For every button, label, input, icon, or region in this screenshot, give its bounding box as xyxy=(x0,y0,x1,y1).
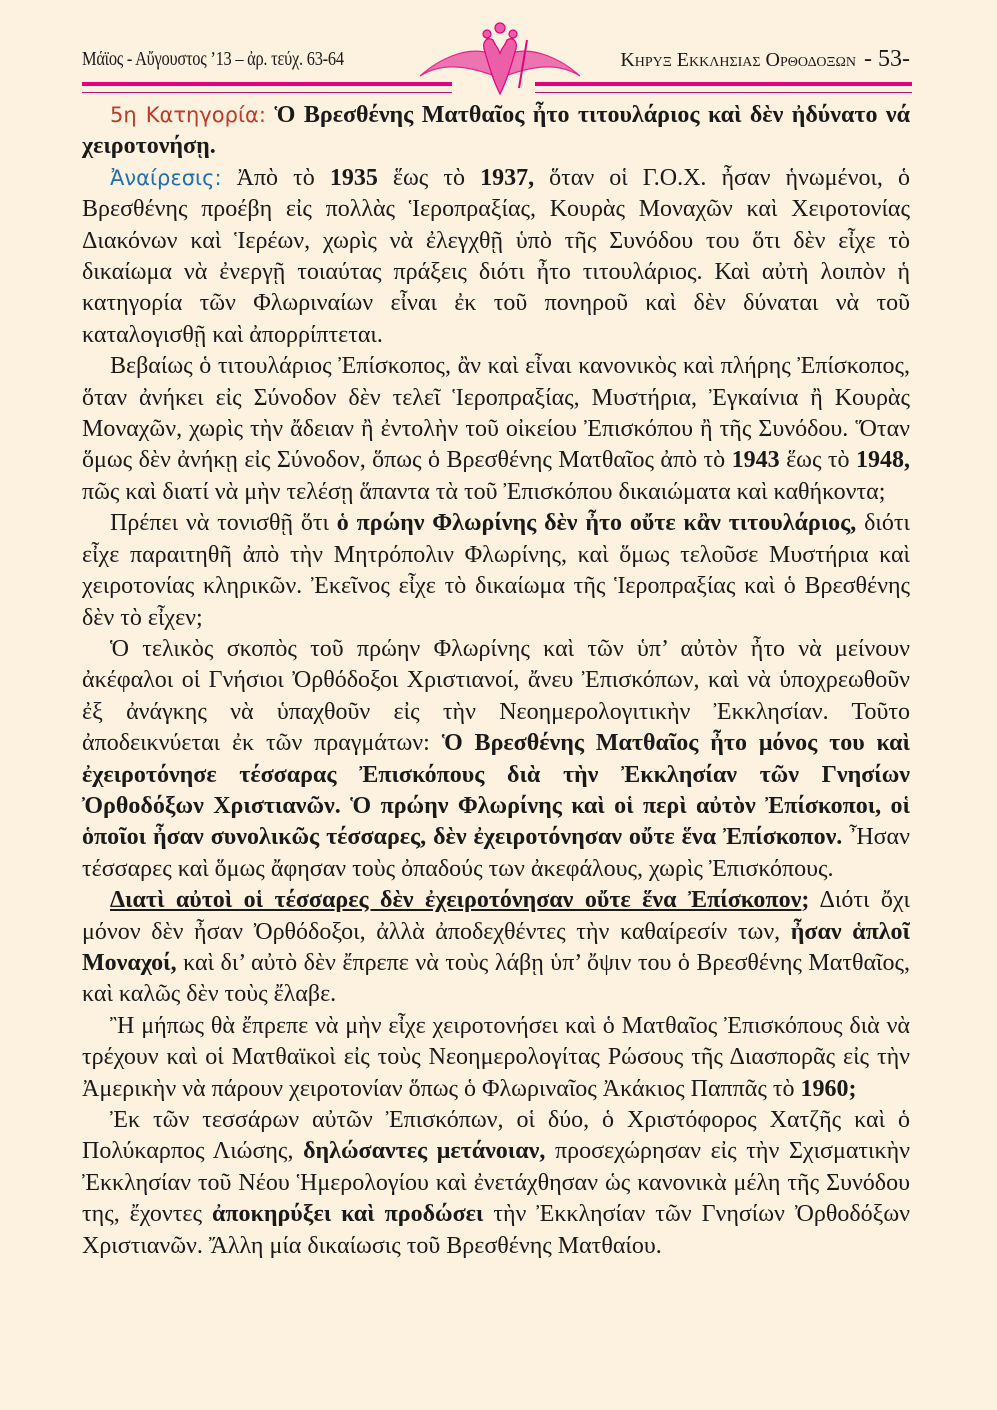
text: ὅταν οἱ Γ.Ο.Χ. ἦσαν ἡνωμένοι, ὁ Βρεσθένης προέβη εἰς πολλὰς Ἱεροπραξίας, Κουρὰς Μοναχῶν καὶ Χειροτονίας Διακόνων καὶ Ἱερέων, χωρὶς νὰ ἐλεγχθῇ ὑπὸ τῆς Συνόδου του ὅτι δὲν εἶχε τὸ δικαίωμα νὰ ἐνεργῇ τοιαύτας πράξεις διότι ἦτο τιτουλάριος. Καὶ αὐτὴ λοιπὸν ἡ κατηγορία τῶν Φλωριναίων εἶναι ἐκ τοῦ πονηροῦ καὶ δὲν δύναται νὰ τοῦ καταλογισθῇ καὶ ἀπορρίπτεται. xyxy=(82,164,910,348)
paragraph-5 xyxy=(82,634,910,885)
page-number: - 53- xyxy=(864,46,910,72)
emphasis: Ὁ Βρεσθένης Ματθαῖος ἦτο μόνος του καὶ ἐχειροτόνησε τέσσαρας Ἐπισκόπους διὰ τὴν Ἐκκλησίαν τῶν Γνησίων Ὀρθοδόξων Χριστιανῶν. Ὁ πρώην Φλωρίνης καὶ οἱ περὶ αὐτὸν Ἐπίσκοποι, οἱ ὁποῖοι ἦσαν συνολικῶς τέσσαρες, δὲν ἐχειροτόνησαν οὔτε ἕνα Ἐπίσκοπον. xyxy=(82,730,910,851)
text: διότι εἶχε παραιτηθῆ ἀπὸ τὴν Μητρόπολιν Φλωρίνης, καὶ ὅμως τελοῦσε Μυστήρια καὶ χειροτονίας κληρικῶν. Ἐκεῖνος εἶχε τὸ δικαίωμα τῆς Ἱεροπραξίας καὶ ὁ Βρεσθένης δὲν τὸ εἶχεν; xyxy=(82,510,910,631)
category-label: 5η Κατηγορία: xyxy=(110,103,266,127)
text: Ἀπὸ τὸ xyxy=(221,164,330,191)
publication-title-block xyxy=(620,46,910,73)
paragraph-6 xyxy=(82,885,910,1011)
emphasis: ὁ πρώην Φλωρίνης δὲν ἦτο οὔτε κἂν τιτουλάριος, xyxy=(336,510,857,537)
emphasis: δηλώσαντες μετάνοιαν, xyxy=(303,1138,546,1165)
text: Βεβαίως ὁ τιτουλάριος Ἐπίσκοπος, ἂν καὶ εἶναι κανονικὸς καὶ πλήρης Ἐπίσκοπος, ὅταν ἀνήκει εἰς Σύνοδον δὲν τελεῖ Ἱεροπραξίας, Μυστήρια, Ἐγκαίνια ἢ Κουρὰς Μοναχῶν, χωρὶς τὴν ἄδειαν ἢ ἐντολὴν τοῦ οἰκείου Ἐπισκόπου ἢ τῆς Συνόδου. Ὅταν ὅμως δὲν ἀνήκῃ εἰς Σύνοδον, ὅπως ὁ Βρεσθένης Ματθαῖος ἀπὸ τὸ xyxy=(82,353,910,474)
underlined-question: Διατὶ αὐτοὶ οἱ τέσσαρες δὲν ἐχειροτόνησαν οὔτε ἕνα Ἐπίσκοπον xyxy=(110,887,802,914)
emphasis: ἀποκηρύξει καὶ προδώσει xyxy=(211,1201,484,1228)
category-statement: Ὁ Βρεσθένης Ματθαῖος ἦτο τιτουλάριος καὶ δὲν ἠδύνατο νά χειροτονήσῃ. xyxy=(82,102,910,160)
text: τὴν Ἐκκλησίαν τῶν Γνησίων Ὀρθοδόξων Χριστιανῶν. Ἄλλη μία δικαίωσις τοῦ Βρεσθένης Ματθαίου. xyxy=(82,1201,911,1259)
text: Ὁ τελικὸς σκοπὸς τοῦ πρώην Φλωρίνης καὶ τῶν ὑπ’ αὐτὸν ἦτο νὰ μείνουν ἀκέφαλοι οἱ Γνήσιοι Ὀρθόδοξοι Χριστιανοί, ἄνευ Ἐπισκόπων, καὶ νὰ ὑποχρεωθοῦν ἐξ ἀνάγκης νὰ ὑπαχθοῦν εἰς τὴν Νεοημερολογιτικὴν Ἐκκλησίαν. Τοῦτο ἀποδεικνύεται ἐκ τῶν πραγμάτων: xyxy=(82,635,910,757)
header-rule-right-thick xyxy=(535,82,912,86)
text: πῶς καὶ διατί νὰ μὴν τελέσῃ ἅπαντα τὰ τοῦ Ἐπισκόπου δικαιώματα καὶ καθήκοντα; xyxy=(82,478,886,505)
paragraph-8 xyxy=(82,1105,910,1262)
issue-info: Μάϊος - Αὔγουστος ’13 – ἀρ. τεύχ. 63-64 xyxy=(82,48,344,70)
header-rule-left-thin xyxy=(82,92,452,93)
text: Ἢ μήπως θὰ ἔπρεπε νὰ μὴν εἶχε χειροτονήσει καὶ ὁ Ματθαῖος Ἐπισκόπους διὰ νὰ τρέχουν καὶ οἱ Ματθαϊκοὶ εἰς τοὺς Νεοημερολογίτας Ρώσους τῆς Διασπορᾶς εἰς τὴν Ἀμερικὴν νὰ πάρουν χειροτονίαν ὅπως ὁ Φλωριναῖος Ἀκάκιος Παππᾶς τὸ xyxy=(82,1012,910,1102)
year: 1948, xyxy=(856,447,910,474)
paragraph-7 xyxy=(82,1011,910,1105)
header-rule-left-thick xyxy=(82,82,452,86)
text: ἕως τὸ xyxy=(779,447,856,474)
text: ἕως τὸ xyxy=(377,164,481,191)
paragraph-category xyxy=(82,100,910,163)
text: Πρέπει νὰ τονισθῇ ὅτι xyxy=(110,510,337,537)
double-headed-eagle-icon xyxy=(415,18,585,98)
page-header xyxy=(80,0,912,100)
refutation-label: Ἀναίρεσις: xyxy=(110,165,222,190)
year: 1937, xyxy=(480,164,535,191)
text: προσεχώρησαν εἰς τὴν Σχισματικὴν Ἐκκλησίαν τοῦ Νέου Ἡμερολογίου καὶ ἐνετάχθησαν ὡς κανονικὰ μέλη τῆς Συνόδου της, ἔχοντες xyxy=(82,1138,911,1228)
year: 1943 xyxy=(731,447,780,474)
header-rule-right-thin xyxy=(535,92,912,93)
paragraph-3 xyxy=(82,351,910,508)
year: 1960; xyxy=(800,1075,857,1102)
text: Διότι ὄχι μόνον δὲν ἦσαν Ὀρθόδοξοι, ἀλλὰ ἀποδεχθέντες τὴν καθαίρεσίν των, xyxy=(82,887,911,945)
publication-title: Κηρυξ Εκκλησιας Ορθοδοξων xyxy=(620,49,857,71)
emphasis: ἦσαν ἁπλοῖ Μοναχοί, xyxy=(82,918,910,976)
punctuation: ; xyxy=(801,887,810,914)
text: Ἦσαν τέσσαρες καὶ ὅμως ἄφησαν τοὺς ὀπαδούς των ἀκεφάλους, χωρὶς Ἐπισκόπους. xyxy=(82,824,910,882)
paragraph-4 xyxy=(82,508,910,634)
text: Ἐκ τῶν τεσσάρων αὐτῶν Ἐπισκόπων, οἱ δύο, ὁ Χριστόφορος Χατζῆς καὶ ὁ Πολύκαρπος Λιώσης, xyxy=(82,1107,910,1165)
paragraph-refutation xyxy=(82,163,910,351)
text: καὶ δι’ αὐτὸ δὲν ἔπρεπε νὰ τοὺς λάβῃ ὑπ’ ὄψιν του ὁ Βρεσθένης Ματθαῖος, καὶ καλῶς δὲν τοὺς ἔλαβε. xyxy=(82,949,910,1008)
year: 1935 xyxy=(329,164,378,191)
article-body xyxy=(82,100,910,1262)
